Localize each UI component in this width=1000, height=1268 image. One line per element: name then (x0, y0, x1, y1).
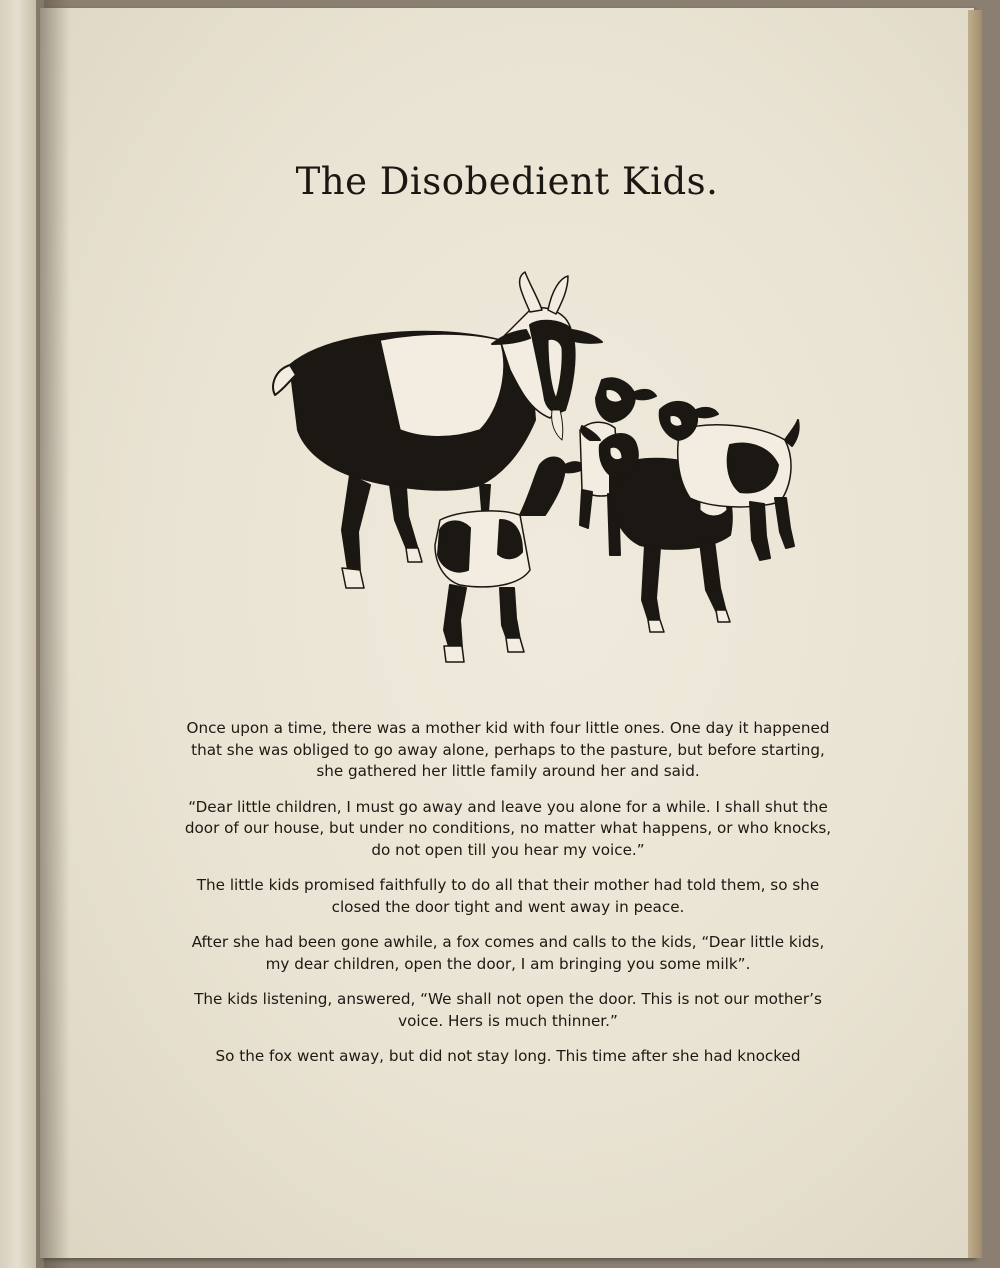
paragraph: The little kids promised faithfully to do all that their mother had told them, so she closed the door tight and went away in peace. (196, 876, 820, 916)
paragraph: So the fox went away, but did not stay long. This time after she had knocked (215, 1047, 801, 1065)
paragraph: After she had been gone awhile, a fox comes and calls to the kids, “Dear little kids, my dear children, open the door, I am bringing you some milk”. (191, 933, 825, 973)
paragraph: “Dear little children, I must go away and leave you alone for a while. I shall shut the door of our house, but under no conditions, no matter what happens, or who knocks, do not open till you hear my voice.” (184, 797, 832, 859)
page-title: The Disobedient Kids. (295, 160, 719, 203)
goats-illustration-icon (230, 270, 810, 680)
book-page (40, 8, 974, 1258)
paragraph: The kids listening, answered, “We shall not open the door. This is not our mother’s voice. Hers is much thinner.” (194, 990, 822, 1030)
spine-shadow (36, 0, 70, 1268)
paragraph: Once upon a time, there was a mother kid with four little ones. One day it happened that she was obliged to go away alone, perhaps to the pasture, but before starting, she gathered her little family around her and said. (186, 719, 830, 780)
story-text (180, 718, 836, 1082)
page-stack-edge (968, 10, 982, 1258)
